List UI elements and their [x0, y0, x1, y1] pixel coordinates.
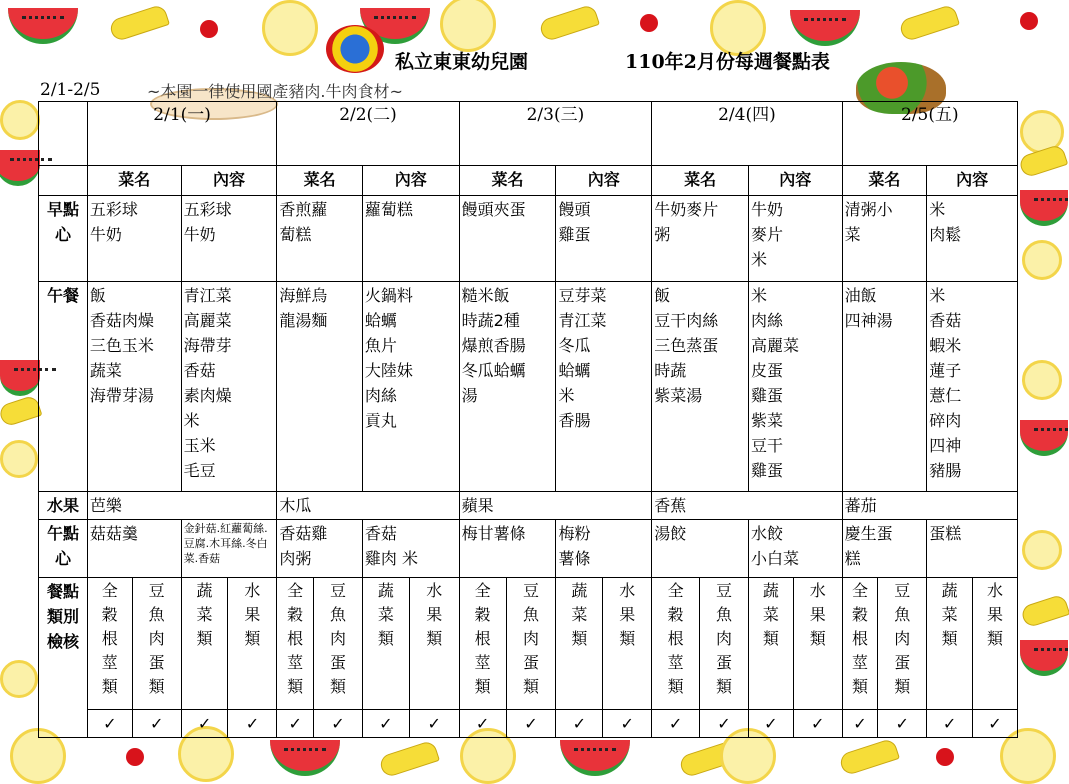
- snack-dish: 菇菇羹: [87, 520, 181, 578]
- check-mark: ✓: [603, 710, 652, 738]
- banana-decoration: [378, 740, 440, 779]
- cherry-decoration: [126, 748, 144, 766]
- breakfast-content: 牛奶 麥片 米: [748, 196, 842, 282]
- watermelon-decoration: [8, 8, 78, 44]
- dish-name-header: 菜名: [842, 166, 927, 196]
- content-header: 內容: [927, 166, 1018, 196]
- corner-cell: [39, 102, 88, 166]
- lemon-decoration: [0, 660, 38, 698]
- check-mark: ✓: [314, 710, 363, 738]
- cherry-decoration: [936, 748, 954, 766]
- food-category-cell: 水 果 類: [973, 578, 1018, 710]
- lemon-decoration: [262, 0, 318, 56]
- check-mark: ✓: [842, 710, 878, 738]
- category-check-label: 餐點類別檢核: [39, 578, 88, 738]
- food-category-cell: 豆 魚 肉 蛋 類: [314, 578, 363, 710]
- snack-content: 香菇 雞肉 米: [362, 520, 459, 578]
- banana-decoration: [108, 4, 170, 43]
- breakfast-dish: 五彩球 牛奶: [87, 196, 181, 282]
- food-category-cell: 全 穀 根 莖 類: [87, 578, 132, 710]
- check-mark: ✓: [878, 710, 927, 738]
- check-mark: ✓: [506, 710, 556, 738]
- corner-cell: [39, 166, 88, 196]
- lemon-decoration: [1022, 360, 1062, 400]
- check-mark: ✓: [459, 710, 506, 738]
- fruit-row: [39, 492, 1018, 520]
- content-header: 內容: [556, 166, 652, 196]
- food-category-cell: 水 果 類: [409, 578, 459, 710]
- check-mark: ✓: [652, 710, 700, 738]
- food-category-cell: 蔬 菜 類: [362, 578, 409, 710]
- check-mark: ✓: [181, 710, 228, 738]
- check-mark: ✓: [362, 710, 409, 738]
- check-mark: ✓: [132, 710, 181, 738]
- food-category-cell: 全 穀 根 莖 類: [277, 578, 314, 710]
- weekly-menu-table: [38, 101, 1018, 738]
- check-row: [39, 710, 1018, 738]
- check-mark: ✓: [228, 710, 277, 738]
- lunch-row: [39, 282, 1018, 492]
- day-header: 2/1(一): [87, 102, 276, 166]
- snack-dish: 梅甘薯條: [459, 520, 556, 578]
- lunch-dish: 糙米飯 時蔬2種 爆煎香腸 冬瓜蛤蠣 湯: [459, 282, 556, 492]
- day-header: 2/5(五): [842, 102, 1017, 166]
- content-header: 內容: [362, 166, 459, 196]
- snack-content: 梅粉 薯條: [556, 520, 652, 578]
- check-mark: ✓: [748, 710, 793, 738]
- lunch-label: 午餐: [39, 282, 88, 492]
- dish-name-header: 菜名: [277, 166, 363, 196]
- snack-dish: 湯餃: [652, 520, 749, 578]
- lunch-content: 火鍋料 蛤蠣 魚片 大陸妹 肉絲 貢丸: [362, 282, 459, 492]
- food-category-cell: 蔬 菜 類: [748, 578, 793, 710]
- day-header: 2/3(三): [459, 102, 652, 166]
- banana-decoration: [0, 394, 42, 427]
- school-logo: [326, 25, 384, 73]
- snack-dish: 慶生蛋 糕: [842, 520, 927, 578]
- banana-decoration: [1020, 593, 1069, 628]
- check-mark: ✓: [277, 710, 314, 738]
- pork-beef-note: ~本園一律使用國產豬肉.牛肉食材~: [147, 82, 403, 101]
- food-category-cell: 豆 魚 肉 蛋 類: [506, 578, 556, 710]
- food-category-cell: 全 穀 根 莖 類: [652, 578, 700, 710]
- cherry-decoration: [640, 14, 658, 32]
- lemon-decoration: [0, 440, 38, 478]
- banana-decoration: [838, 738, 900, 777]
- lunch-content: 豆芽菜 青江菜 冬瓜 蛤蠣 米 香腸: [556, 282, 652, 492]
- snack-content: 蛋糕: [927, 520, 1018, 578]
- cherry-decoration: [1020, 12, 1038, 30]
- breakfast-content: 五彩球 牛奶: [181, 196, 277, 282]
- check-mark: ✓: [793, 710, 842, 738]
- lunch-content: 米 香菇 蝦米 蓮子 薏仁 碎肉 四神 豬腸: [927, 282, 1018, 492]
- check-mark: ✓: [409, 710, 459, 738]
- category-row: [39, 578, 1018, 710]
- lunch-dish: 飯 香菇肉燥 三色玉米 蔬菜 海帶芽湯: [87, 282, 181, 492]
- fruit-label: 水果: [39, 492, 88, 520]
- banana-decoration: [1018, 143, 1069, 178]
- snack-content: 金針菇.紅蘿蔔絲.豆腐.木耳絲.冬白菜.香菇: [181, 520, 277, 578]
- food-category-cell: 水 果 類: [603, 578, 652, 710]
- fruit-cell: 香蕉: [652, 492, 842, 520]
- breakfast-content: 蘿蔔糕: [362, 196, 459, 282]
- dish-name-header: 菜名: [652, 166, 749, 196]
- food-category-cell: 全 穀 根 莖 類: [842, 578, 878, 710]
- snack-label: 午點心: [39, 520, 88, 578]
- dish-name-header: 菜名: [459, 166, 556, 196]
- lunch-dish: 飯 豆干肉絲 三色蒸蛋 時蔬 紫菜湯: [652, 282, 749, 492]
- fruit-cell: 木瓜: [277, 492, 459, 520]
- day-header: 2/4(四): [652, 102, 842, 166]
- school-name: 私立東東幼兒園: [395, 51, 529, 73]
- breakfast-label: 早點心: [39, 196, 88, 282]
- food-category-cell: 蔬 菜 類: [181, 578, 228, 710]
- snack-content: 水餃 小白菜: [748, 520, 842, 578]
- check-mark: ✓: [87, 710, 132, 738]
- fruit-cell: 芭樂: [87, 492, 276, 520]
- cherry-decoration: [200, 20, 218, 38]
- watermelon-decoration: [0, 360, 40, 396]
- fruit-cell: 蘋果: [459, 492, 652, 520]
- food-category-cell: 蔬 菜 類: [556, 578, 603, 710]
- lunch-content: 米 肉絲 高麗菜 皮蛋 雞蛋 紫菜 豆干 雞蛋: [748, 282, 842, 492]
- watermelon-decoration: [1020, 190, 1068, 226]
- snack-row: [39, 520, 1018, 578]
- day-header-row: [39, 102, 1018, 166]
- watermelon-decoration: [0, 150, 40, 186]
- day-header: 2/2(二): [277, 102, 459, 166]
- banana-decoration: [538, 4, 600, 43]
- breakfast-dish: 香煎蘿 蔔糕: [277, 196, 363, 282]
- check-mark: ✓: [700, 710, 749, 738]
- breakfast-content: 饅頭 雞蛋: [556, 196, 652, 282]
- food-category-cell: 水 果 類: [793, 578, 842, 710]
- watermelon-decoration: [790, 10, 860, 46]
- food-category-cell: 豆 魚 肉 蛋 類: [700, 578, 749, 710]
- lemon-decoration: [440, 0, 496, 52]
- watermelon-decoration: [1020, 420, 1068, 456]
- food-category-cell: 豆 魚 肉 蛋 類: [132, 578, 181, 710]
- watermelon-decoration: [270, 740, 340, 776]
- page-title: 110年2月份每週餐點表: [625, 51, 830, 73]
- banana-decoration: [898, 4, 960, 43]
- watermelon-decoration: [560, 740, 630, 776]
- lemon-decoration: [0, 100, 40, 140]
- lemon-decoration: [1022, 530, 1062, 570]
- snack-dish: 香菇雞 肉粥: [277, 520, 363, 578]
- food-category-cell: 蔬 菜 類: [927, 578, 973, 710]
- breakfast-dish: 清粥小 菜: [842, 196, 927, 282]
- lunch-dish: 油飯 四神湯: [842, 282, 927, 492]
- content-header: 內容: [181, 166, 277, 196]
- check-mark: ✓: [556, 710, 603, 738]
- breakfast-content: 米 肉鬆: [927, 196, 1018, 282]
- breakfast-row: [39, 196, 1018, 282]
- lemon-decoration: [1022, 240, 1062, 280]
- breakfast-dish: 饅頭夾蛋: [459, 196, 556, 282]
- column-header-row: [39, 166, 1018, 196]
- food-category-cell: 豆 魚 肉 蛋 類: [878, 578, 927, 710]
- fruit-cell: 蕃茄: [842, 492, 1017, 520]
- food-category-cell: 水 果 類: [228, 578, 277, 710]
- breakfast-dish: 牛奶麥片 粥: [652, 196, 749, 282]
- dish-name-header: 菜名: [87, 166, 181, 196]
- check-mark: ✓: [973, 710, 1018, 738]
- lunch-content: 青江菜 高麗菜 海帶芽 香菇 素肉燥 米 玉米 毛豆: [181, 282, 277, 492]
- lunch-dish: 海鮮烏 龍湯麵: [277, 282, 363, 492]
- watermelon-decoration: [1020, 640, 1068, 676]
- check-mark: ✓: [927, 710, 973, 738]
- date-range: 2/1-2/5: [40, 80, 101, 100]
- food-category-cell: 全 穀 根 莖 類: [459, 578, 506, 710]
- content-header: 內容: [748, 166, 842, 196]
